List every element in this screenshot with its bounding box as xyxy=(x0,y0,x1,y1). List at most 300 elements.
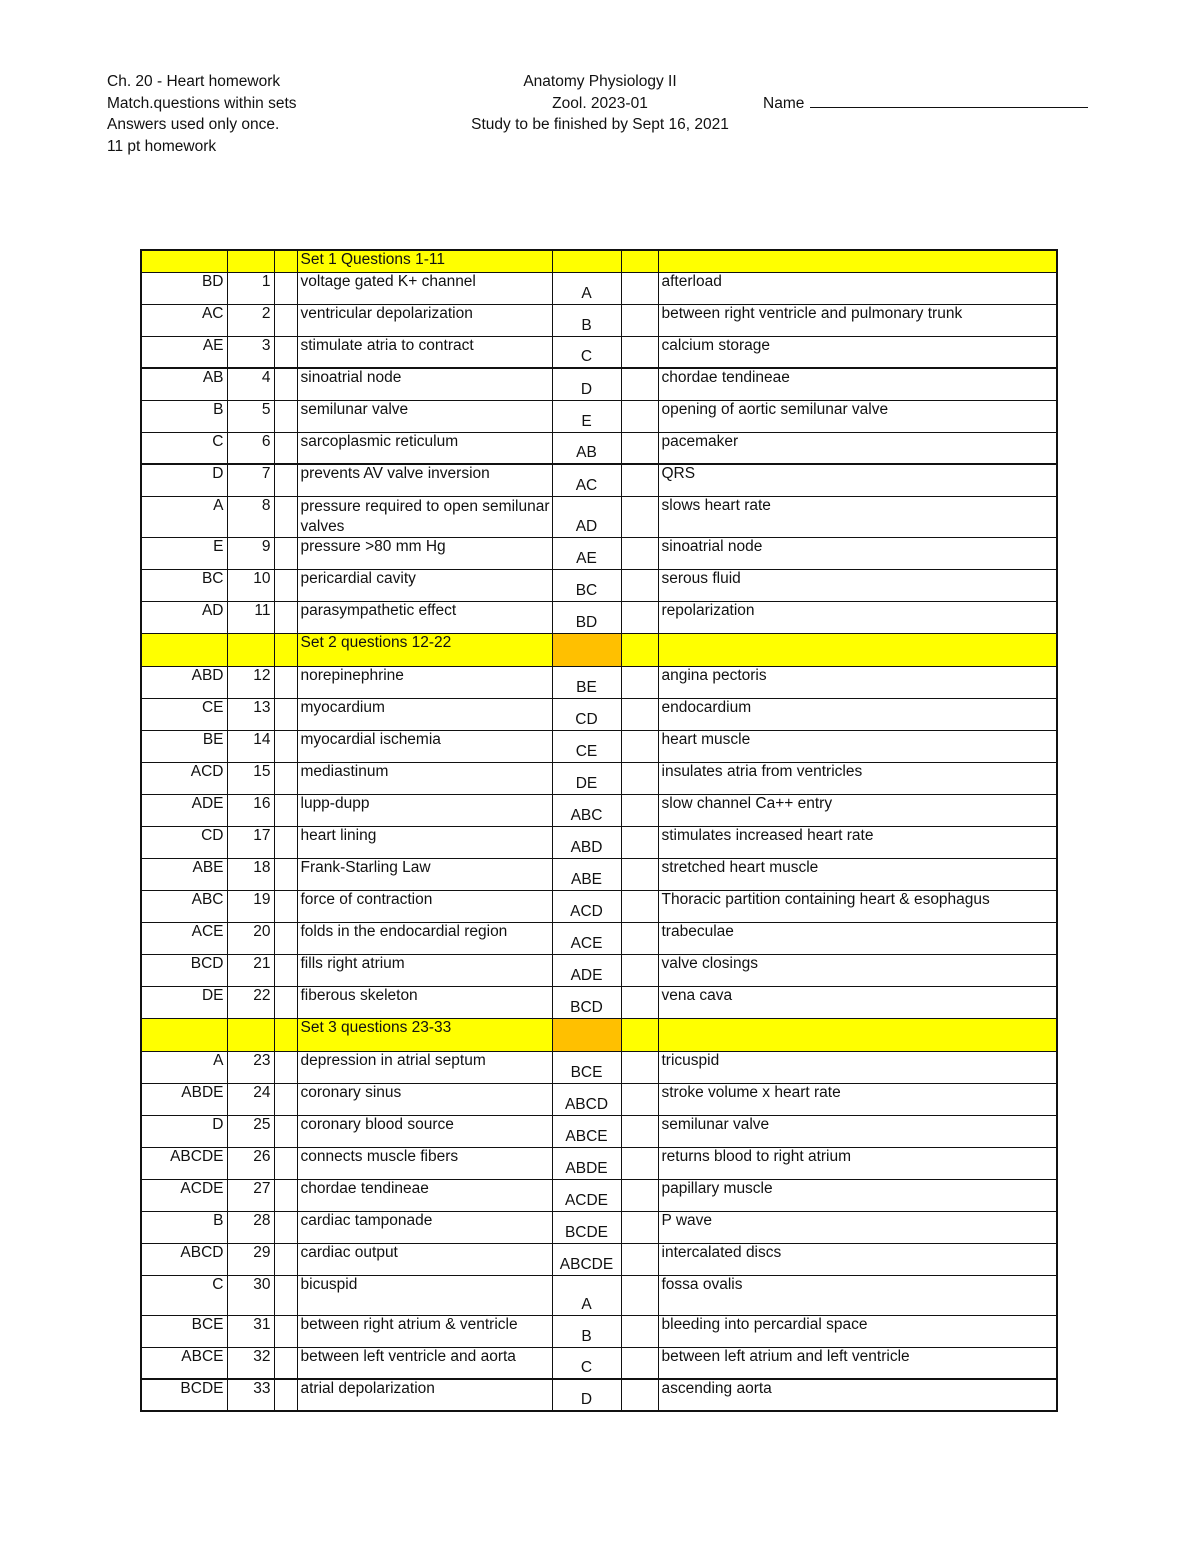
blank-cell xyxy=(621,464,658,496)
blank-cell xyxy=(274,272,297,304)
blank-cell xyxy=(274,1051,297,1083)
answer-cell[interactable]: AC xyxy=(141,304,227,336)
table-row xyxy=(141,272,1057,304)
band-cell xyxy=(552,250,621,272)
question-term xyxy=(297,601,552,633)
choice-letter: ABDE xyxy=(552,1147,621,1179)
question-number: 11 xyxy=(227,601,274,633)
blank-cell xyxy=(274,1379,297,1411)
choice-letter: BCD xyxy=(552,986,621,1018)
question-term-text: bicuspid xyxy=(300,1275,358,1293)
choice-definition: slows heart rate xyxy=(658,496,1057,537)
table-row xyxy=(141,432,1057,464)
question-term xyxy=(297,1315,552,1347)
blank-cell xyxy=(274,1147,297,1179)
blank-cell xyxy=(621,368,658,400)
blank-cell xyxy=(274,1083,297,1115)
question-term-text: fills right atrium xyxy=(300,954,405,972)
question-term-text: pressure >80 mm Hg xyxy=(300,537,446,555)
choice-letter: BCE xyxy=(552,1051,621,1083)
band-cell xyxy=(552,1018,621,1051)
question-term xyxy=(297,432,552,464)
set-title: Set 2 questions 12-22 xyxy=(297,633,552,666)
answer-cell[interactable]: AB xyxy=(141,368,227,400)
choice-letter: A xyxy=(552,272,621,304)
answer-cell[interactable]: E xyxy=(141,537,227,569)
choice-letter: ADE xyxy=(552,954,621,986)
choice-letter: DE xyxy=(552,762,621,794)
answer-cell[interactable]: B xyxy=(141,1211,227,1243)
question-term xyxy=(297,537,552,569)
blank-cell xyxy=(621,537,658,569)
blank-cell xyxy=(274,464,297,496)
band-cell xyxy=(227,1018,274,1051)
answer-cell[interactable]: BCDE xyxy=(141,1379,227,1411)
blank-cell xyxy=(621,986,658,1018)
blank-cell xyxy=(621,762,658,794)
table-row xyxy=(141,601,1057,633)
choice-definition: vena cava xyxy=(658,986,1057,1018)
choice-definition: sinoatrial node xyxy=(658,537,1057,569)
question-term-text: force of contraction xyxy=(300,890,433,908)
table-row xyxy=(141,464,1057,496)
blank-cell xyxy=(621,666,658,698)
question-term-text: voltage gated K+ channel xyxy=(300,272,476,290)
blank-cell xyxy=(274,762,297,794)
blank-cell xyxy=(621,1147,658,1179)
name-field[interactable] xyxy=(763,92,1088,114)
choice-letter: AD xyxy=(552,496,621,537)
question-term xyxy=(297,1179,552,1211)
question-term-text: chordae tendineae xyxy=(300,1179,429,1197)
question-term xyxy=(297,569,552,601)
choice-definition: intercalated discs xyxy=(658,1243,1057,1275)
blank-cell xyxy=(274,537,297,569)
question-term-text: stimulate atria to contract xyxy=(300,336,474,354)
question-term-text: between right atrium & ventricle xyxy=(300,1315,518,1333)
question-term xyxy=(297,1379,552,1411)
choice-definition: semilunar valve xyxy=(658,1115,1057,1147)
question-number: 10 xyxy=(227,569,274,601)
table-row xyxy=(141,762,1057,794)
choice-letter: AC xyxy=(552,464,621,496)
answer-cell[interactable]: BD xyxy=(141,272,227,304)
question-term xyxy=(297,1115,552,1147)
choice-definition: heart muscle xyxy=(658,730,1057,762)
question-term xyxy=(297,496,552,537)
choice-definition: between left atrium and left ventricle xyxy=(658,1347,1057,1379)
blank-cell xyxy=(621,1243,658,1275)
table-row xyxy=(141,698,1057,730)
question-number: 16 xyxy=(227,794,274,826)
choice-letter: AE xyxy=(552,537,621,569)
blank-cell xyxy=(621,496,658,537)
answer-cell[interactable]: ABC xyxy=(141,890,227,922)
answer-cell[interactable]: ACDE xyxy=(141,1179,227,1211)
choice-definition: repolarization xyxy=(658,601,1057,633)
table-row xyxy=(141,858,1057,890)
name-blank-line[interactable] xyxy=(810,92,1088,108)
choice-definition: chordae tendineae xyxy=(658,368,1057,400)
table-row xyxy=(141,794,1057,826)
choice-definition: stroke volume x heart rate xyxy=(658,1083,1057,1115)
question-term xyxy=(297,730,552,762)
table-row xyxy=(141,537,1057,569)
blank-cell xyxy=(621,1379,658,1411)
question-term xyxy=(297,1347,552,1379)
set-title: Set 3 questions 23-33 xyxy=(297,1018,552,1051)
question-term xyxy=(297,954,552,986)
choice-definition: between right ventricle and pulmonary trunk xyxy=(658,304,1057,336)
blank-cell xyxy=(274,922,297,954)
question-term-text: heart lining xyxy=(300,826,377,844)
band-cell xyxy=(658,1018,1057,1051)
question-number: 26 xyxy=(227,1147,274,1179)
table-row xyxy=(141,1243,1057,1275)
question-term xyxy=(297,1083,552,1115)
blank-cell xyxy=(274,858,297,890)
choice-definition: ascending aorta xyxy=(658,1379,1057,1411)
blank-cell xyxy=(621,890,658,922)
blank-cell xyxy=(621,601,658,633)
answer-cell[interactable]: ACE xyxy=(141,922,227,954)
question-number: 19 xyxy=(227,890,274,922)
blank-cell xyxy=(621,1275,658,1315)
question-term-text: Frank-Starling Law xyxy=(300,858,431,876)
question-number: 27 xyxy=(227,1179,274,1211)
blank-cell xyxy=(621,794,658,826)
question-number: 17 xyxy=(227,826,274,858)
blank-cell xyxy=(621,569,658,601)
band-cell xyxy=(658,250,1057,272)
question-number: 14 xyxy=(227,730,274,762)
question-term xyxy=(297,400,552,432)
choice-letter: AB xyxy=(552,432,621,464)
choice-letter: ACE xyxy=(552,922,621,954)
table-row xyxy=(141,496,1057,537)
choice-letter: ABE xyxy=(552,858,621,890)
header-line: Ch. 20 - Heart homework xyxy=(107,73,281,90)
question-term-text: pressure required to open semilunar valves xyxy=(300,497,550,535)
choice-letter: C xyxy=(552,1347,621,1379)
question-term xyxy=(297,368,552,400)
choice-letter: D xyxy=(552,1379,621,1411)
table-row xyxy=(141,1147,1057,1179)
question-term-text: cardiac tamponade xyxy=(300,1211,433,1229)
blank-cell xyxy=(621,1115,658,1147)
question-term-text: pericardial cavity xyxy=(300,569,416,587)
table-row xyxy=(141,1051,1057,1083)
answer-cell[interactable]: ADE xyxy=(141,794,227,826)
blank-cell xyxy=(274,1211,297,1243)
blank-cell xyxy=(621,730,658,762)
table-row xyxy=(141,1179,1057,1211)
answer-cell[interactable]: A xyxy=(141,1051,227,1083)
question-term xyxy=(297,464,552,496)
question-term xyxy=(297,1211,552,1243)
choice-definition: endocardium xyxy=(658,698,1057,730)
course-title: Anatomy Physiology II xyxy=(523,73,677,90)
choice-definition: calcium storage xyxy=(658,336,1057,368)
header-line: Match.questions within sets xyxy=(107,94,297,112)
choice-letter: ACD xyxy=(552,890,621,922)
answer-cell[interactable]: AD xyxy=(141,601,227,633)
question-term xyxy=(297,794,552,826)
table-row xyxy=(141,1315,1057,1347)
blank-cell xyxy=(274,1115,297,1147)
due-date: Study to be finished by Sept 16, 2021 xyxy=(471,116,729,133)
answer-cell[interactable]: ABCDE xyxy=(141,1147,227,1179)
blank-cell xyxy=(274,368,297,400)
choice-definition: valve closings xyxy=(658,954,1057,986)
blank-cell xyxy=(621,954,658,986)
table-row xyxy=(141,1379,1057,1411)
choice-letter: ACDE xyxy=(552,1179,621,1211)
question-term-text: sinoatrial node xyxy=(300,369,402,386)
question-number: 21 xyxy=(227,954,274,986)
choice-definition: stimulates increased heart rate xyxy=(658,826,1057,858)
question-number: 22 xyxy=(227,986,274,1018)
question-number: 18 xyxy=(227,858,274,890)
question-number: 12 xyxy=(227,666,274,698)
blank-cell xyxy=(621,826,658,858)
question-term xyxy=(297,1147,552,1179)
answer-cell[interactable]: BE xyxy=(141,730,227,762)
header-line: 11 pt homework xyxy=(107,137,217,155)
choice-definition: opening of aortic semilunar valve xyxy=(658,400,1057,432)
question-term-text: folds in the endocardial region xyxy=(300,922,508,940)
choice-definition: fossa ovalis xyxy=(658,1275,1057,1315)
question-term-text: coronary sinus xyxy=(300,1083,402,1101)
choice-definition: angina pectoris xyxy=(658,666,1057,698)
question-term-text: between left ventricle and aorta xyxy=(300,1347,516,1365)
question-term xyxy=(297,698,552,730)
question-number: 4 xyxy=(227,368,274,400)
blank-cell xyxy=(621,304,658,336)
blank-cell xyxy=(621,1083,658,1115)
choice-definition: Thoracic partition containing heart & esophagus xyxy=(658,890,1057,922)
blank-cell xyxy=(621,1211,658,1243)
blank-cell xyxy=(621,1179,658,1211)
band-cell xyxy=(621,633,658,666)
answer-cell[interactable]: ABCD xyxy=(141,1243,227,1275)
choice-letter: CE xyxy=(552,730,621,762)
table-row xyxy=(141,1347,1057,1379)
table-row xyxy=(141,304,1057,336)
table-row xyxy=(141,826,1057,858)
choice-definition: QRS xyxy=(658,464,1057,496)
question-term xyxy=(297,986,552,1018)
table-row xyxy=(141,400,1057,432)
table-row xyxy=(141,1083,1057,1115)
choice-definition: P wave xyxy=(658,1211,1057,1243)
choice-letter: B xyxy=(552,304,621,336)
set-header-row xyxy=(141,250,1057,272)
blank-cell xyxy=(274,826,297,858)
question-term xyxy=(297,922,552,954)
question-term-text: depression in atrial septum xyxy=(300,1051,486,1069)
blank-cell xyxy=(274,304,297,336)
question-number: 29 xyxy=(227,1243,274,1275)
answer-cell[interactable]: A xyxy=(141,496,227,537)
answer-cell[interactable]: ABDE xyxy=(141,1083,227,1115)
question-term-text: atrial depolarization xyxy=(300,1380,435,1397)
blank-cell xyxy=(621,272,658,304)
question-number: 9 xyxy=(227,537,274,569)
blank-cell xyxy=(274,890,297,922)
choice-letter: CD xyxy=(552,698,621,730)
question-number: 23 xyxy=(227,1051,274,1083)
blank-cell xyxy=(274,601,297,633)
band-cell xyxy=(141,633,227,666)
table-row xyxy=(141,1275,1057,1315)
answer-cell[interactable]: CE xyxy=(141,698,227,730)
blank-cell xyxy=(621,1347,658,1379)
blank-cell xyxy=(274,1179,297,1211)
answer-cell[interactable]: BCD xyxy=(141,954,227,986)
choice-letter: ABCDE xyxy=(552,1243,621,1275)
blank-cell xyxy=(621,1315,658,1347)
blank-cell xyxy=(274,730,297,762)
answer-cell[interactable]: ABCE xyxy=(141,1347,227,1379)
answer-cell[interactable]: ABE xyxy=(141,858,227,890)
band-cell xyxy=(227,633,274,666)
blank-cell xyxy=(274,954,297,986)
answer-cell[interactable]: B xyxy=(141,400,227,432)
answer-cell[interactable]: C xyxy=(141,432,227,464)
choice-letter: BE xyxy=(552,666,621,698)
question-number: 13 xyxy=(227,698,274,730)
question-number: 1 xyxy=(227,272,274,304)
choice-definition: trabeculae xyxy=(658,922,1057,954)
choice-definition: tricuspid xyxy=(658,1051,1057,1083)
band-cell xyxy=(227,250,274,272)
question-number: 28 xyxy=(227,1211,274,1243)
answer-cell[interactable]: C xyxy=(141,1275,227,1315)
question-term-text: parasympathetic effect xyxy=(300,601,457,619)
blank-cell xyxy=(274,336,297,368)
question-number: 3 xyxy=(227,336,274,368)
table-row xyxy=(141,922,1057,954)
blank-cell xyxy=(621,922,658,954)
matching-table xyxy=(140,249,1058,1412)
question-term-text: mediastinum xyxy=(300,762,389,780)
question-term-text: myocardial ischemia xyxy=(300,730,441,748)
question-term-text: myocardium xyxy=(300,698,385,716)
question-number: 31 xyxy=(227,1315,274,1347)
blank-cell xyxy=(621,432,658,464)
question-number: 32 xyxy=(227,1347,274,1379)
choice-letter: C xyxy=(552,336,621,368)
answer-cell[interactable]: BC xyxy=(141,569,227,601)
question-number: 6 xyxy=(227,432,274,464)
choice-letter: D xyxy=(552,368,621,400)
answer-cell[interactable]: DE xyxy=(141,986,227,1018)
band-cell xyxy=(658,633,1057,666)
answer-cell[interactable]: D xyxy=(141,464,227,496)
table-row xyxy=(141,730,1057,762)
course-code: Zool. 2023-01 xyxy=(552,94,648,112)
question-term-text: prevents AV valve inversion xyxy=(300,465,490,482)
question-term xyxy=(297,762,552,794)
choice-letter: A xyxy=(552,1275,621,1315)
question-number: 15 xyxy=(227,762,274,794)
band-cell xyxy=(274,1018,297,1051)
header-line: Answers used only once. xyxy=(107,116,280,133)
answer-cell[interactable]: ABD xyxy=(141,666,227,698)
question-term xyxy=(297,304,552,336)
answer-cell[interactable]: ACD xyxy=(141,762,227,794)
blank-cell xyxy=(274,496,297,537)
answer-cell[interactable]: BCE xyxy=(141,1315,227,1347)
choice-letter: BCDE xyxy=(552,1211,621,1243)
question-number: 33 xyxy=(227,1379,274,1411)
blank-cell xyxy=(274,666,297,698)
blank-cell xyxy=(274,1347,297,1379)
choice-definition: bleeding into percardial space xyxy=(658,1315,1057,1347)
choice-definition: pacemaker xyxy=(658,432,1057,464)
question-term xyxy=(297,826,552,858)
table-row xyxy=(141,1115,1057,1147)
table-row xyxy=(141,569,1057,601)
question-term-text: cardiac output xyxy=(300,1243,398,1261)
band-cell xyxy=(552,633,621,666)
table-row xyxy=(141,336,1057,368)
question-term-text: sarcoplasmic reticulum xyxy=(300,432,459,450)
question-term xyxy=(297,858,552,890)
question-term-text: connects muscle fibers xyxy=(300,1147,459,1165)
choice-letter: E xyxy=(552,400,621,432)
question-term xyxy=(297,1275,552,1315)
blank-cell xyxy=(621,336,658,368)
header-middle xyxy=(458,71,742,136)
question-term xyxy=(297,272,552,304)
band-cell xyxy=(274,633,297,666)
blank-cell xyxy=(274,1275,297,1315)
band-cell xyxy=(141,250,227,272)
answer-cell[interactable]: CD xyxy=(141,826,227,858)
band-cell xyxy=(141,1018,227,1051)
set-title: Set 1 Questions 1-11 xyxy=(297,250,552,272)
blank-cell xyxy=(274,698,297,730)
question-number: 2 xyxy=(227,304,274,336)
set-header-row xyxy=(141,633,1057,666)
question-term xyxy=(297,666,552,698)
blank-cell xyxy=(274,1243,297,1275)
band-cell xyxy=(621,250,658,272)
choice-letter: BD xyxy=(552,601,621,633)
header-left xyxy=(107,71,297,157)
question-number: 7 xyxy=(227,464,274,496)
table-row xyxy=(141,890,1057,922)
question-number: 30 xyxy=(227,1275,274,1315)
choice-letter: B xyxy=(552,1315,621,1347)
choice-letter: ABD xyxy=(552,826,621,858)
blank-cell xyxy=(274,794,297,826)
choice-definition: returns blood to right atrium xyxy=(658,1147,1057,1179)
table-row xyxy=(141,1211,1057,1243)
answer-cell[interactable]: AE xyxy=(141,336,227,368)
choice-definition: serous fluid xyxy=(658,569,1057,601)
choice-definition: slow channel Ca++ entry xyxy=(658,794,1057,826)
answer-cell[interactable]: D xyxy=(141,1115,227,1147)
question-number: 8 xyxy=(227,496,274,537)
question-term-text: fiberous skeleton xyxy=(300,986,418,1004)
question-number: 25 xyxy=(227,1115,274,1147)
name-label: Name xyxy=(763,95,805,112)
question-term xyxy=(297,1051,552,1083)
blank-cell xyxy=(621,400,658,432)
